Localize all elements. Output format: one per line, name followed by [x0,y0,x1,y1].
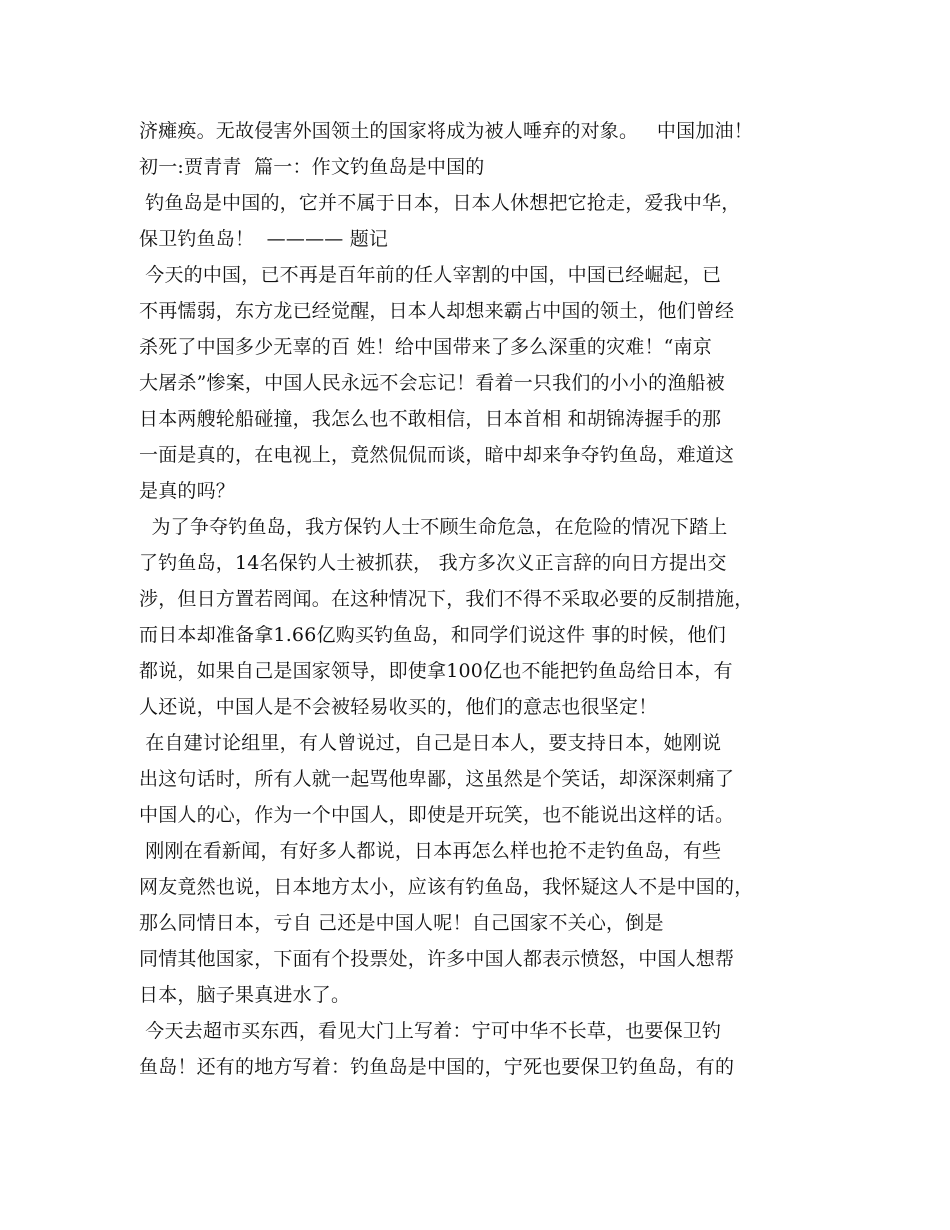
text-line: 网友竟然也说，日本地方太小，应该有钓鱼岛，我怀疑这人不是中国的， [139,876,754,898]
text-line: 而日本却准备拿1.66亿购买钓鱼岛，和同学们说这件 事的时候，他们 [139,624,726,646]
text-line: 涉，但日方置若罔闻。在这种情况下，我们不得不采取必要的反制措施， [139,588,754,610]
text-line: 钓鱼岛是中国的，它并不属于日本，日本人休想把它抢走，爱我中华， [139,192,741,214]
text-line: 不再懦弱，东方龙已经觉醒，日本人却想来霸占中国的领土，他们曾经 [139,300,735,322]
text-line: 都说，如果自己是国家领导，即使拿100亿也不能把钓鱼岛给日本，有 [139,660,733,682]
text-line: 为了争夺钓鱼岛，我方保钓人士不顾生命危急，在危险的情况下踏上 [139,516,728,538]
text-line: 日本两艘轮船碰撞，我怎么也不敢相信，日本首相 和胡锦涛握手的那 [139,408,722,430]
text-line: 今天去超市买东西，看见大门上写着：宁可中华不长草，也要保卫钓 [139,1020,722,1042]
text-line: 是真的吗？ [139,480,236,502]
essay-heading-line: 初一:贾青青 篇一：作文钓鱼岛是中国的 [139,156,485,178]
text-line: 鱼岛！还有的地方写着：钓鱼岛是中国的，宁死也要保卫钓鱼岛，有的 [139,1056,735,1078]
text-line: 那么同情日本，亏自 己还是中国人呢！自己国家不关心，倒是 [139,912,664,934]
text-line: 济瘫痪。无故侵害外国领土的国家将成为被人唾弃的对象。 中国加油！ [139,120,753,142]
text-line: 保卫钓鱼岛！ ———— 题记 [139,228,389,250]
text-line: 今天的中国，已不再是百年前的任人宰割的中国，中国已经崛起，已 [139,264,722,286]
text-line: 大屠杀”惨案，中国人民永远不会忘记！看着一只我们的小小的渔船被 [139,372,725,394]
text-line: 中国人的心，作为一个中国人，即使是开玩笑，也不能说出这样的话。 [139,804,735,826]
text-line: 一面是真的，在电视上，竟然侃侃而谈，暗中却来争夺钓鱼岛，难道这 [139,444,735,466]
text-line: 出这句话时，所有人就一起骂他卑鄙，这虽然是个笑话，却深深刺痛了 [139,768,735,790]
text-line: 同情其他国家，下面有个投票处，许多中国人都表示愤怒，中国人想帮 [139,948,735,970]
text-line: 人还说，中国人是不会被轻易收买的，他们的意志也很坚定！ [139,696,658,718]
text-line: 日本，脑子果真进水了。 [139,984,351,1006]
text-line: 刚刚在看新闻，有好多人都说，日本再怎么样也抢不走钓鱼岛，有些 [139,840,722,862]
essay-text [139,113,839,1085]
text-line: 杀死了中国多少无辜的百 姓！给中国带来了多么深重的灾难！“南京 [139,336,712,358]
text-line: 了钓鱼岛，14名保钓人士被抓获， 我方多次义正言辞的向日方提出交 [139,552,727,574]
text-line: 在自建讨论组里，有人曾说过，自己是日本人，要支持日本，她刚说 [139,732,722,754]
